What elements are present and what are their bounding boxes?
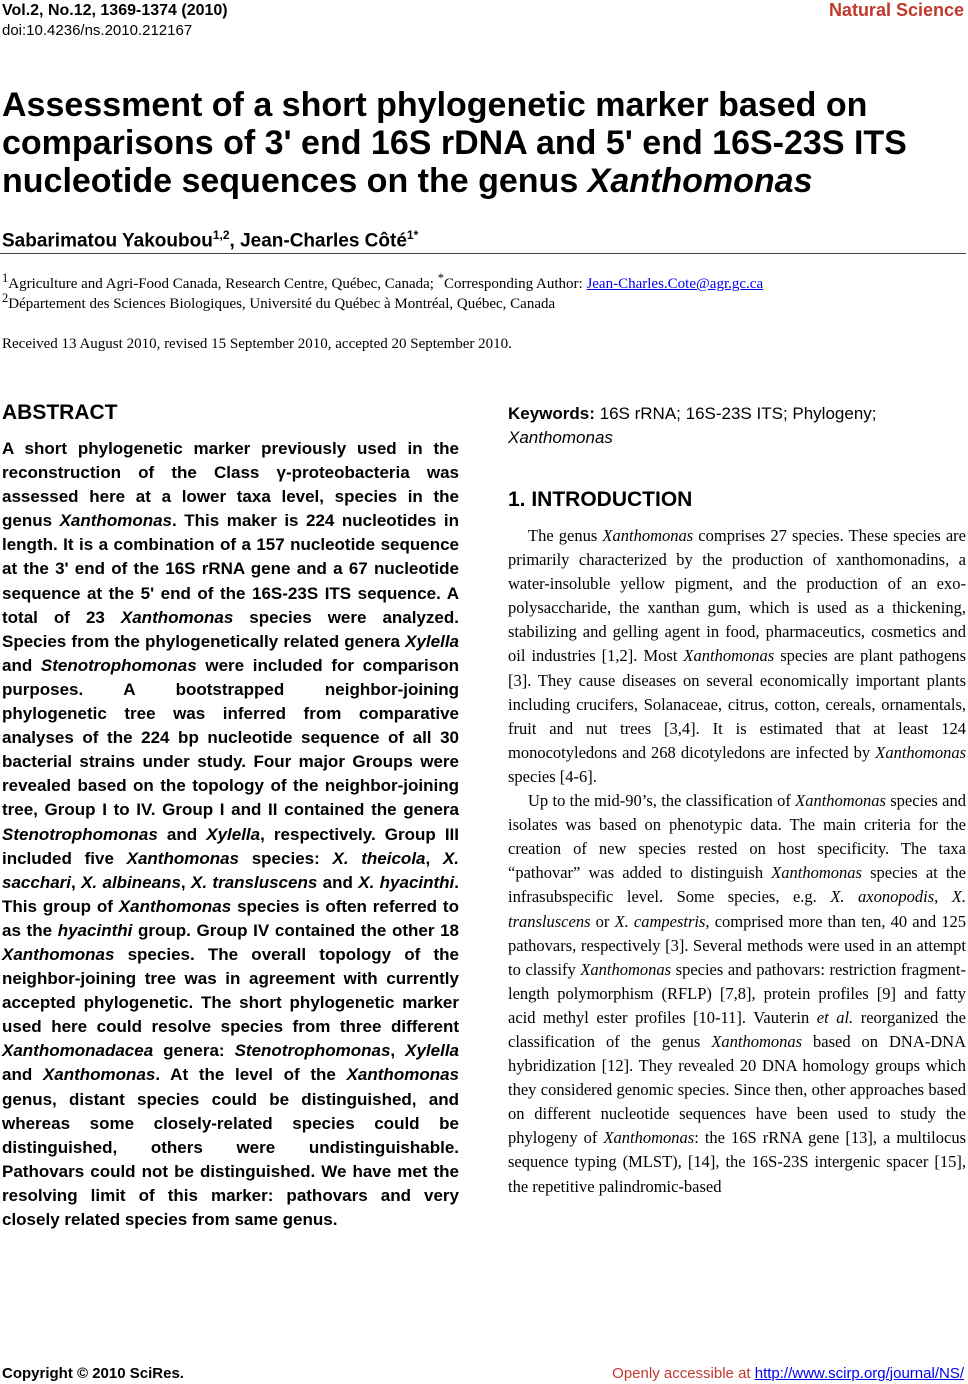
introduction-body <box>508 524 966 1199</box>
doi: doi:10.4236/ns.2010.212167 <box>2 22 193 39</box>
paragraph: The genus Xanthomonas comprises 27 species. These species are primarily characterized by the production of xanthomonadins, a water-insoluble yellow pigment, and the production of an exo-polysaccharide, the xanthan gum, which is used as a thickening, stabilizing and gelling agent in food, pharmaceutics, cosmetics and oil industries [1,2]. Most Xanthomonas species are plant pathogens [3]. They cause diseases on several economically important plants including crucifers, Solanaceae, citrus, cotton, cereals, ornamentals, fruit and nut trees [3,4]. It is estimated that at least 124 monocotyledons and 268 dicotyledons are infected by Xanthomonas species [4-6]. <box>508 526 966 786</box>
author-name: Jean-Charles Côté <box>240 230 407 252</box>
copyright: Copyright © 2010 SciRes. <box>2 1365 184 1382</box>
open-access-note: Openly accessible at http://www.scirp.org/journal/NS/ <box>612 1365 964 1382</box>
journal-url-link[interactable]: http://www.scirp.org/journal/NS/ <box>754 1365 964 1382</box>
email-link[interactable]: Jean-Charles.Cote@agr.gc.ca <box>586 276 764 292</box>
affiliation-2: $^2$Département des Sciences Biologiques, Université du Québec à Montréal, Québec, Canada <box>2 291 556 312</box>
section-heading-introduction: 1. INTRODUCTION <box>508 488 693 511</box>
paragraph: Up to the mid-90’s, the classification of Xanthomonas species and isolates was based on phenotypic data. The main criteria for the creation of new species rested on host specificity. The taxa “pathovar” was added to distinguish Xanthomonas species at the infrasubspecific level. Some species, e.g. X. axonopodis, X. transluscens or X. campestris, comprised more than ten, 40 and 125 pathovars, respectively [3]. Several methods were used in an attempt to classify Xanthomonas species and pathovars: restriction fragment-length polymorphism (RFLP) [7,8], protein profiles [9] and fatty acid methyl ester profiles [10-11]. Vauterin et al. reorganized the classification of the genus Xanthomonas based on DNA-DNA hybridization [12]. They revealed 20 DNA homology groups which they considered genomic species. Since then, other approaches based on different nucleotide sequences have been used to study the phylogeny of Xanthomonas: the 16S rRNA gene [13], a multilocus sequence typing (MLST), [14], the 16S-23S intergenic spacer [15], the repetitive palindromic-based <box>508 791 967 1196</box>
header-divider <box>0 253 966 254</box>
paper-title: Assessment of a short phylogenetic marker based on comparisons of 3' end 16S rDNA and 5' end 16S-23S ITS nucleotide sequences on the genus Xanthomonas <box>2 86 907 200</box>
author-name: Sabarimatou Yakoubou <box>2 230 213 252</box>
journal-citation: Vol.2, No.12, 1369-1374 (2010) <box>2 2 228 19</box>
journal-name: Natural Science <box>828 0 964 20</box>
keywords: Keywords: 16S rRNA; 16S-23S ITS; Phylogeny; Xanthomonas <box>508 404 877 447</box>
abstract-body: A short phylogenetic marker previously used in the reconstruction of the Class γ-proteobacteria was assessed here at a lower taxa level, species in the genus Xanthomonas. This maker is 224 nucleotides in length. It is a combination of a 157 nucleotide sequence at the 3' end of the 16S rRNA gene and a 67 nucleotide sequence at the 5' end of the 16S-23S ITS sequence. A total of 23 Xanthomonas species were analyzed. Species from the phylogenetically related genera Xylella and Stenotrophomonas were included for comparison purposes. A bootstrapped neighbor-joining phylogenetic tree was inferred from comparative analyses of the 224 bp nucleotide sequence of all 30 bacterial strains under study. Four major Groups were revealed based on the topology of the neighbor-joining tree, Group I to IV. Group I and II contained the genera Stenotrophomonas and Xylella, respectively. Group III included five Xanthomonas species: X. theicola, X. sacchari, X. albineans, X. transluscens and X. hyacinthi. This group of Xanthomonas species is often referred to as the hyacinthi group. Group IV contained the other 18 Xanthomonas species. The overall topology of the neighbor-joining tree was in agreement with currently accepted phylogenetic. The short phylogenetic marker used here could resolve species from three different Xanthomonadacea genera: Stenotrophomonas, Xylella and Xanthomonas. At the level of the Xanthomonas genus, distant species could be distinguished, and whereas some closely-related species could be distinguished, others were undistinguishable. Pathovars could not be distinguished. We have met the resolving limit of this marker: pathovars and very closely related species from same genus. <box>2 439 460 1229</box>
received-dates: Received 13 August 2010, revised 15 September 2010, accepted 20 September 2010. <box>2 336 512 352</box>
author-list: Sabarimatou Yakoubou$^{1,2}$, Jean-Charles Côté$^{1*}$ <box>2 228 419 252</box>
keywords-label: Keywords: <box>508 404 595 423</box>
affiliation-1: $^1$Agriculture and Agri-Food Canada, Research Centre, Québec, Canada; *Corresponding Author: Jean-Charles.Cote@agr.gc.ca <box>2 271 764 292</box>
abstract-heading: ABSTRACT <box>2 401 118 424</box>
